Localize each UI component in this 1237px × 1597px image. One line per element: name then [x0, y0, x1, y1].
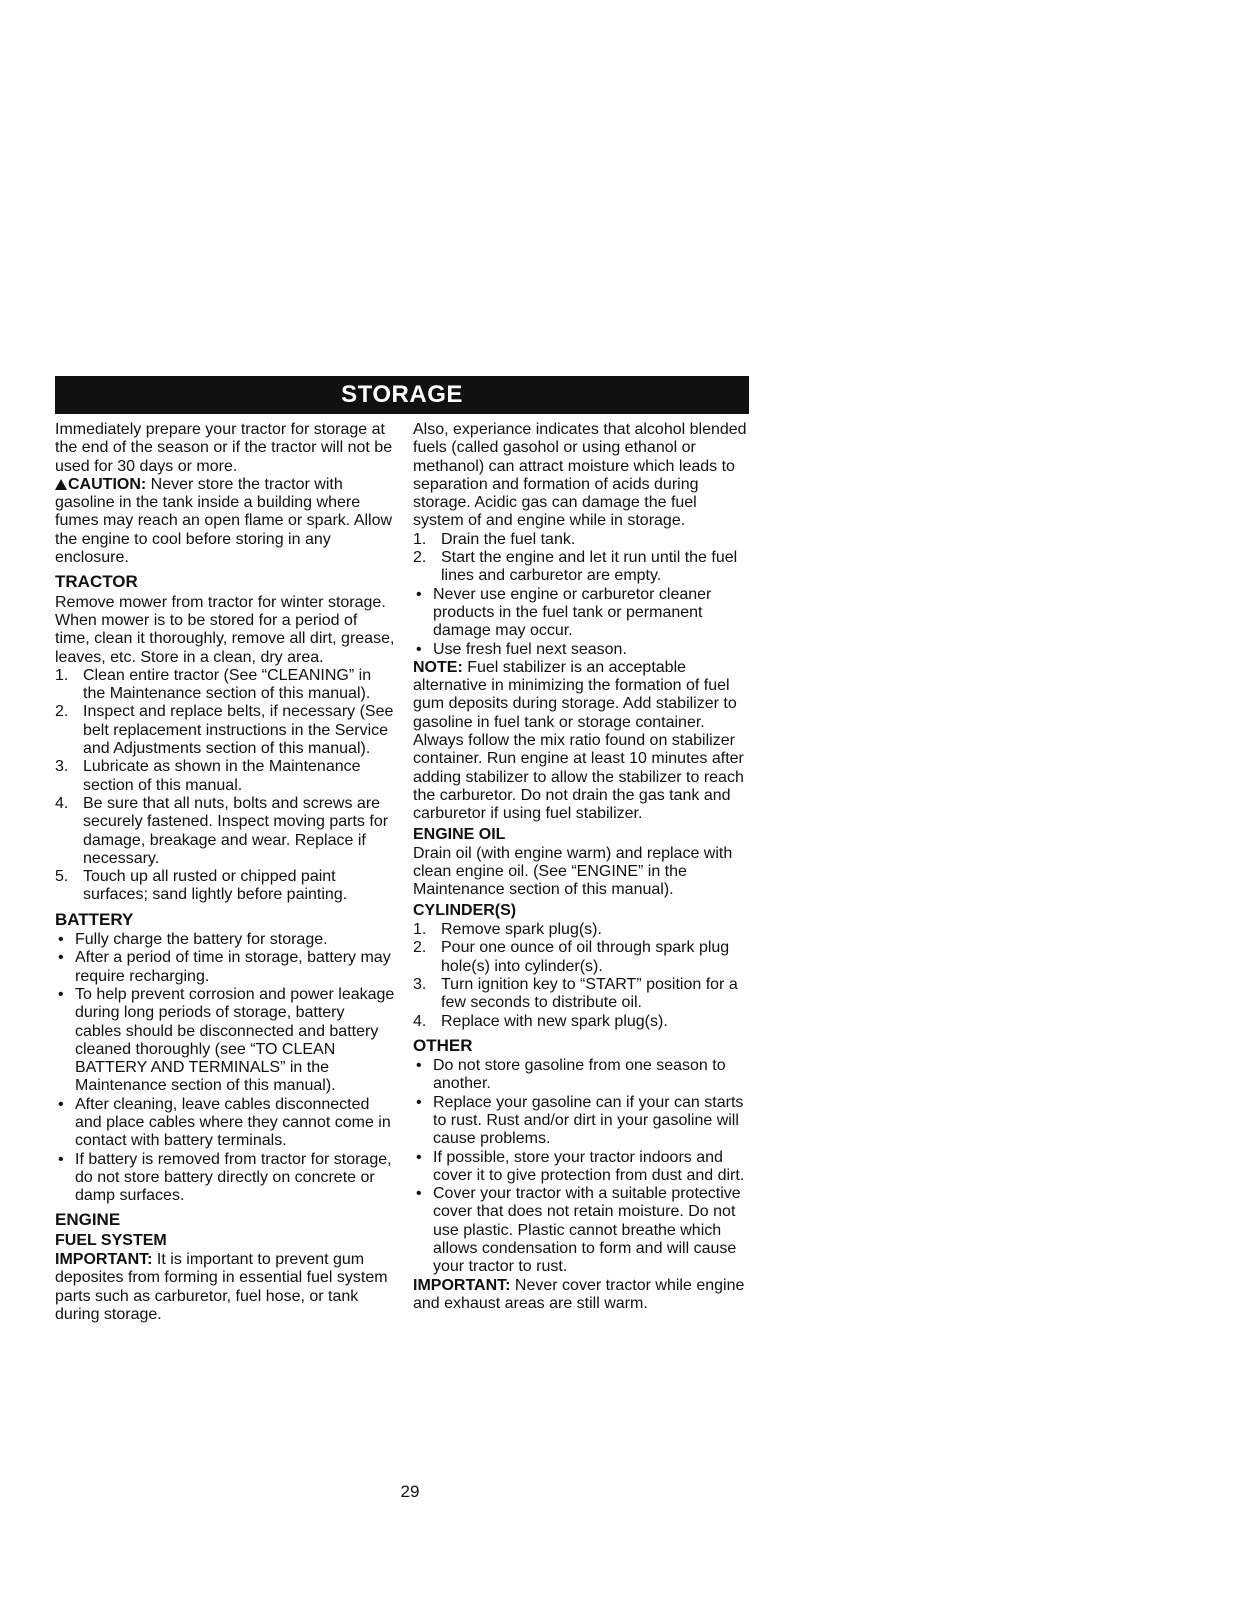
list-item: 4. Be sure that all nuts, bolts and screws are securely fastened. Inspect moving parts for damage, breakage and wear. Replace if necessary. — [55, 794, 389, 867]
list-item: • If battery is removed from tractor for storage, do not store battery directly on concrete or damp surfaces. — [58, 1150, 392, 1205]
note-label: NOTE: — [413, 658, 463, 676]
other-bullets-list — [413, 1057, 751, 1277]
fuel-important-paragraph — [55, 1251, 395, 1324]
list-item: • Replace your gasoline can if your can starts to rust. Rust and/or dirt in your gasoline will cause problems. — [416, 1093, 744, 1148]
caution-label: CAUTION: — [68, 475, 147, 493]
fuel-bullets-list — [413, 586, 751, 659]
engine-heading: ENGINE — [55, 1210, 121, 1230]
list-item: • After a period of time in storage, battery may require recharging. — [58, 949, 391, 985]
important-text: Never cover tractor while engine and exhaust areas are still warm. — [413, 1276, 745, 1312]
warning-triangle-icon — [55, 479, 67, 490]
tractor-heading: TRACTOR — [55, 572, 138, 592]
battery-bullets-list — [55, 931, 395, 1205]
list-item: • To help prevent corrosion and power leakage during long periods of storage, battery cables should be disconnected and battery cleaned thoroughly (see “TO CLEAN BATTERY AND TERMINALS” in the Maintenance section of this manual). — [58, 985, 395, 1095]
engine-oil-heading: ENGINE OIL — [413, 825, 506, 843]
section-title-banner — [55, 376, 749, 414]
note-paragraph — [413, 659, 751, 824]
list-item: 1. Drain the fuel tank. — [413, 530, 576, 548]
list-item: 1. Clean entire tractor (See “CLEANING” in the Maintenance section of this manual). — [55, 666, 372, 703]
cylinders-heading: CYLINDER(S) — [413, 901, 517, 919]
list-item: • Fully charge the battery for storage. — [58, 931, 328, 949]
alcohol-fuel-intro: Also, experiance indicates that alcohol blended fuels (called gasohol or using ethanol or methanol) can attract moisture which leads to separation and formation of acids during storage. Acidic gas can damage the fuel system of and engine while in storage. — [413, 421, 747, 530]
tractor-steps-list — [55, 667, 395, 905]
left-column — [55, 421, 395, 1324]
other-heading: OTHER — [413, 1035, 473, 1055]
note-text: Fuel stabilizer is an acceptable alternative in minimizing the formation of fuel gum deposits during storage. Add stabilizer to gasoline in fuel tank or storage container. Always follow the mix ratio found on stabilizer container. Run engine at least 10 minutes after adding stabilizer to allow the stabilizer to reach the carburetor. Do not drain the gas tank and carburetor if using fuel stabilizer. — [413, 658, 744, 823]
list-item: 1. Remove spark plug(s). — [413, 921, 602, 939]
list-item: • After cleaning, leave cables disconnected and place cables where they cannot come in contact with battery terminals. — [58, 1095, 391, 1150]
fuel-system-heading: FUEL SYSTEM — [55, 1231, 167, 1249]
cover-important-paragraph — [413, 1277, 751, 1314]
important-label: IMPORTANT: — [55, 1251, 153, 1269]
cylinder-steps-list — [413, 921, 751, 1031]
caution-paragraph — [55, 476, 395, 567]
storage-intro: Immediately prepare your tractor for storage at the end of the season or if the tractor will not be used for 30 days or more. — [55, 421, 393, 475]
list-item: 2. Inspect and replace belts, if necessary (See belt replacement instructions in the Service and Adjustments section of this manual). — [55, 703, 394, 758]
right-column — [413, 421, 751, 1313]
important-label: IMPORTANT: — [413, 1276, 511, 1294]
list-item: 3. Turn ignition key to “START” position for a few seconds to distribute oil. — [413, 975, 738, 1012]
page-number: 29 — [400, 1482, 420, 1501]
list-item: • Cover your tractor with a suitable protective cover that does not retain moisture. Do not use plastic. Plastic cannot breathe which allows condensation to form and will cause your tractor to rust. — [416, 1185, 741, 1276]
battery-heading: BATTERY — [55, 909, 134, 929]
list-item: • If possible, store your tractor indoors and cover it to give protection from dust and dirt. — [416, 1148, 745, 1184]
caution-text: Never store the tractor with gasoline in the tank inside a building where fumes may reach an open flame or spark. Allow the engine to cool before storing in any enclosure. — [55, 475, 393, 567]
list-item: 2. Start the engine and let it run until the fuel lines and carburetor are empty. — [413, 549, 738, 585]
section-title: STORAGE — [341, 381, 463, 408]
list-item: • Do not store gasoline from one season to another. — [416, 1057, 726, 1093]
list-item: 3. Lubricate as shown in the Maintenance section of this manual. — [55, 758, 361, 794]
list-item: • Never use engine or carburetor cleaner products in the fuel tank or permanent damage may occur. — [416, 585, 712, 640]
list-item: 4. Replace with new spark plug(s). — [413, 1012, 668, 1030]
list-item: 5. Touch up all rusted or chipped paint surfaces; sand lightly before painting. — [55, 868, 348, 904]
engine-oil-text: Drain oil (with engine warm) and replace with clean engine oil. (See “ENGINE” in the Maintenance section of this manual). — [413, 844, 733, 899]
important-text: It is important to prevent gum deposites from forming in essential fuel system parts such as carburetor, fuel hose, or tank during storage. — [55, 1251, 388, 1323]
list-item: 2. Pour one ounce of oil through spark plug hole(s) into cylinder(s). — [413, 939, 730, 975]
list-item: • Use fresh fuel next season. — [416, 640, 627, 658]
tractor-text: Remove mower from tractor for winter storage. When mower is to be stored for a period of time, clean it thoroughly, remove all dirt, grease, leaves, etc. Store in a clean, dry area. — [55, 593, 395, 666]
fuel-steps-list — [413, 531, 751, 586]
